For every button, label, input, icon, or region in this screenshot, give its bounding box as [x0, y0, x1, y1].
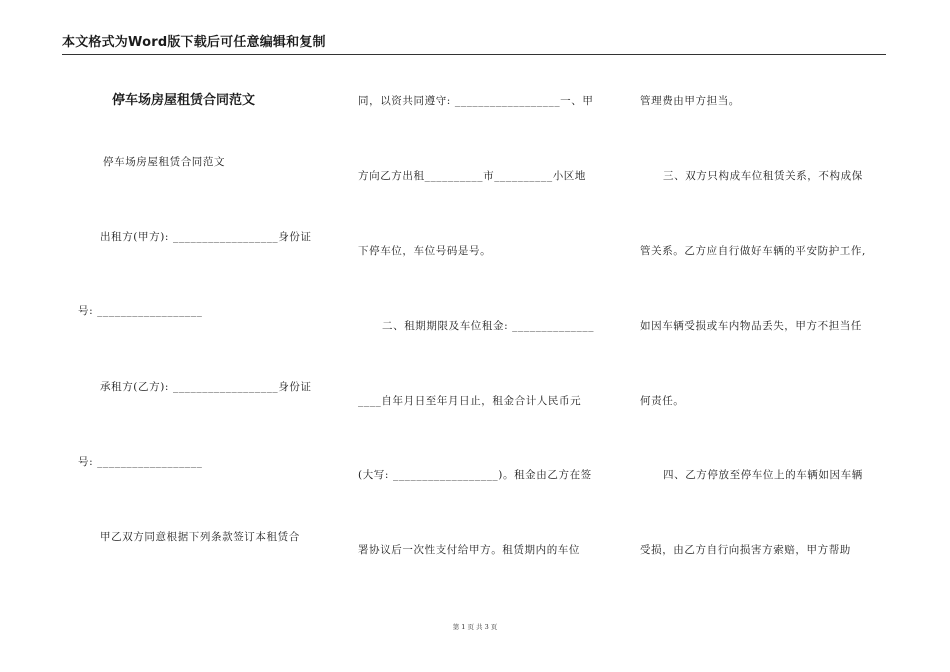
document-title: 停车场房屋租赁合同范文 [112, 93, 256, 108]
col2-line-6: (大写: __________________)。租金由乙方在签 [358, 469, 592, 481]
col2-line-1: 同，以资共同遵守: __________________一、甲 [358, 95, 594, 107]
col1-line-5: 号: __________________ [78, 456, 203, 468]
page-number-footer: 第 1 页 共 3 页 [452, 623, 498, 631]
col2-line-3: 下停车位，车位号码是号。 [358, 245, 492, 257]
col2-line-7: 署协议后一次性支付给甲方。租赁期内的车位 [358, 544, 580, 556]
col3-line-5: 何责任。 [640, 395, 685, 407]
col3-line-3: 管关系。乙方应自行做好车辆的平安防护工作, [640, 245, 866, 257]
col3-line-2: 三、双方只构成车位租赁关系，不构成保 [663, 170, 863, 182]
col1-line-2: 出租方(甲方): __________________身份证 [100, 231, 312, 243]
page-header [62, 34, 886, 55]
col2-line-5: ____自年月日至年月日止，租金合计人民币元 [358, 395, 582, 407]
col1-line-1: 停车场房屋租赁合同范文 [103, 156, 226, 168]
col3-line-1: 管理费由甲方担当。 [640, 95, 740, 107]
col3-line-4: 如因车辆受损或车内物品丢失，甲方不担当任 [640, 320, 862, 332]
col2-line-2: 方向乙方出租__________市__________小区地 [358, 170, 586, 182]
col3-line-6: 四、乙方停放至停车位上的车辆如因车辆 [663, 469, 863, 481]
col1-line-3: 号: __________________ [78, 305, 203, 317]
header-text: 本文格式为Word版下载后可任意编辑和复制 [62, 35, 326, 50]
col1-line-6: 甲乙双方同意根据下列条款签订本租赁合 [100, 531, 300, 543]
col3-line-7: 受损，由乙方自行向损害方索赔，甲方帮助 [640, 544, 851, 556]
col1-line-4: 承租方(乙方): __________________身份证 [100, 381, 312, 393]
col2-line-4: 二、租期期限及车位租金: ______________ [382, 320, 595, 332]
